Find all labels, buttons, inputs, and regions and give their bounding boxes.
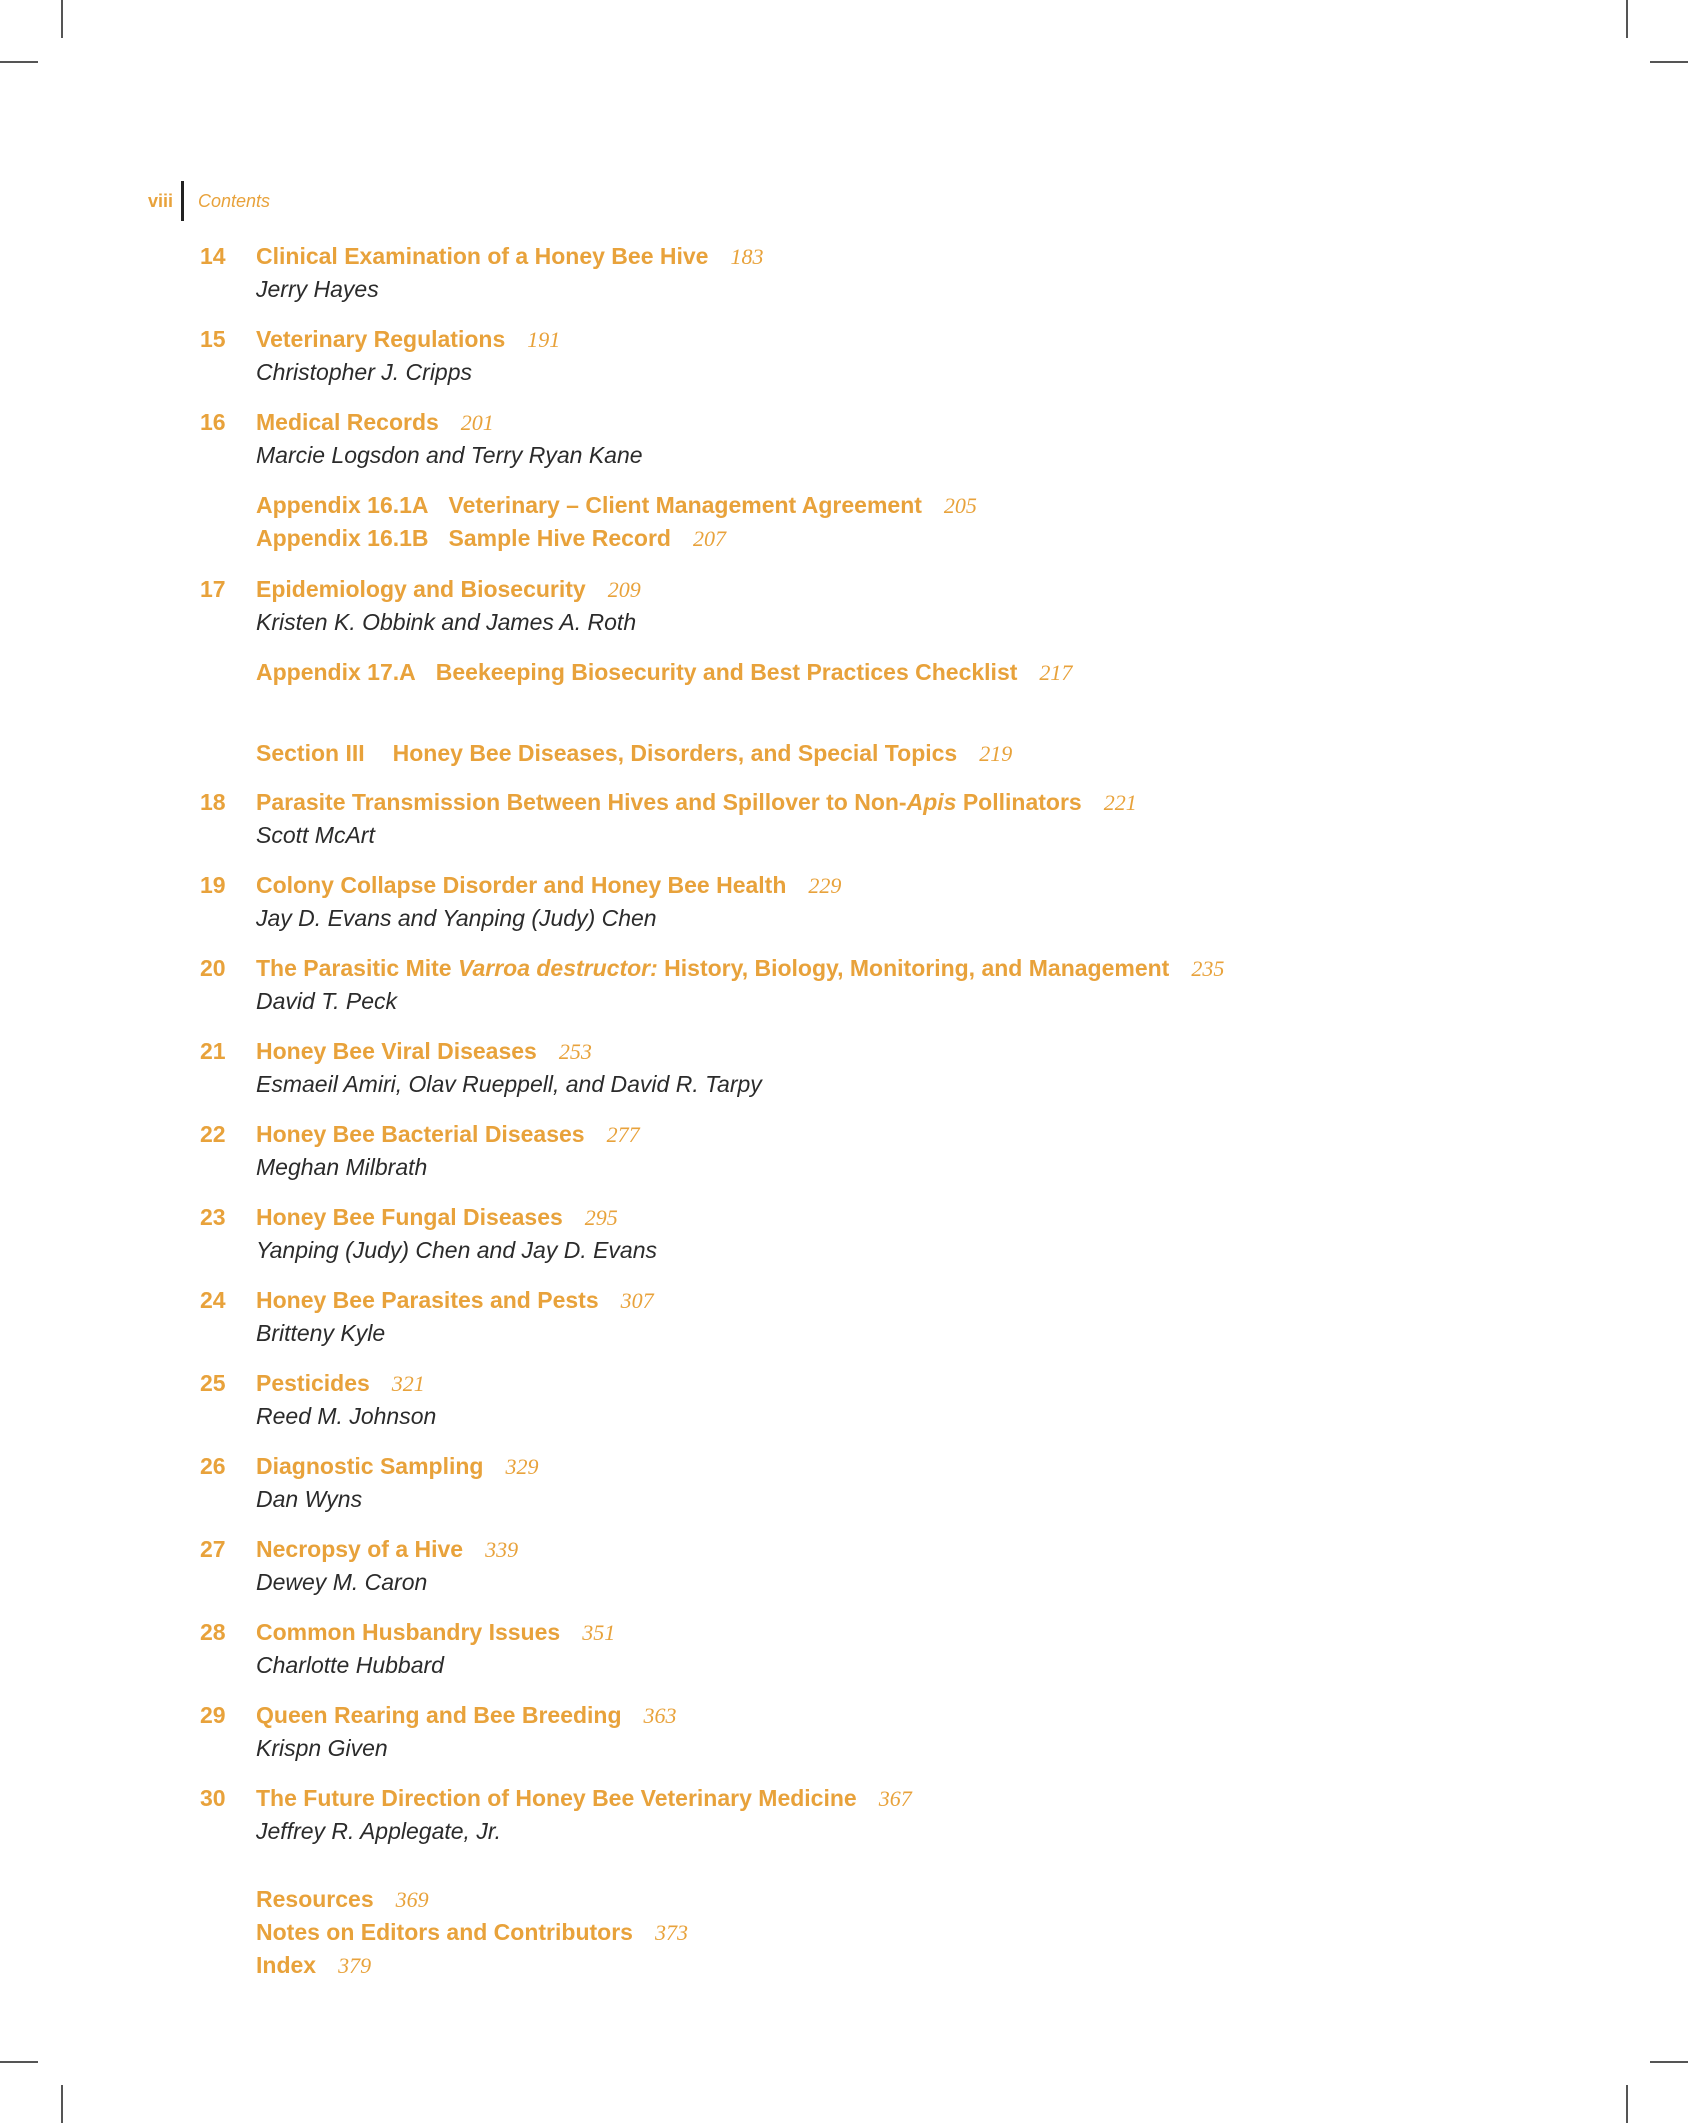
header-divider: [181, 181, 184, 221]
chapter-author: Dan Wyns: [256, 1486, 363, 1512]
toc-chapter-25[interactable]: [200, 1367, 1500, 1432]
chapter-title[interactable]: Honey Bee Fungal Diseases: [256, 1204, 563, 1230]
crop-mark-top-left: [61, 0, 63, 38]
toc-appendix-16-1a[interactable]: [256, 489, 1500, 522]
chapter-author: Scott McArt: [256, 822, 375, 848]
toc-chapter-14[interactable]: [200, 240, 1500, 305]
page-number: 217: [1039, 660, 1073, 685]
page-number: 373: [654, 1920, 688, 1945]
page-number: 207: [692, 526, 726, 551]
crop-mark-top-right-h: [1650, 61, 1688, 63]
chapter-title-italic: Apis: [906, 789, 957, 815]
chapter-title-part: History, Biology, Monitoring, and Management: [657, 955, 1170, 981]
chapter-author: Marcie Logsdon and Terry Ryan Kane: [256, 442, 643, 468]
chapter-title-italic: Varroa destructor:: [457, 955, 658, 981]
chapter-title-part: Pollinators: [956, 789, 1082, 815]
page-number: 329: [505, 1454, 539, 1479]
toc-resources[interactable]: [256, 1883, 1500, 1916]
page-number: 277: [606, 1122, 640, 1147]
toc-chapter-21[interactable]: [200, 1035, 1500, 1100]
chapter-title[interactable]: Medical Records: [256, 409, 439, 435]
appendix-label: Appendix 16.1B: [256, 525, 429, 551]
toc-chapter-30[interactable]: [200, 1782, 1500, 1847]
toc-chapter-24[interactable]: [200, 1284, 1500, 1349]
chapter-number: 24: [200, 1287, 226, 1313]
page-number: 191: [527, 327, 561, 352]
chapter-author: Reed M. Johnson: [256, 1403, 437, 1429]
page-number: 307: [620, 1288, 654, 1313]
chapter-author: Jay D. Evans and Yanping (Judy) Chen: [256, 905, 657, 931]
chapter-title[interactable]: Clinical Examination of a Honey Bee Hive: [256, 243, 709, 269]
backmatter-title[interactable]: Notes on Editors and Contributors: [256, 1919, 633, 1945]
appendix-title[interactable]: Veterinary – Client Management Agreement: [448, 492, 922, 518]
page-number: 209: [607, 577, 641, 602]
toc-index[interactable]: [256, 1949, 1500, 1982]
page-number: 295: [584, 1205, 618, 1230]
running-header: [148, 184, 270, 218]
chapter-number: 14: [200, 243, 226, 269]
chapter-title[interactable]: Necropsy of a Hive: [256, 1536, 464, 1562]
chapter-number: 16: [200, 409, 226, 435]
chapter-author: Meghan Milbrath: [256, 1154, 428, 1180]
page-number: 205: [943, 493, 977, 518]
appendix-title[interactable]: Beekeeping Biosecurity and Best Practices Checklist: [435, 659, 1018, 685]
chapter-author: Esmaeil Amiri, Olav Rueppell, and David R. Tarpy: [256, 1071, 762, 1097]
chapter-number: 18: [200, 789, 226, 815]
appendix-label: Appendix 17.A: [256, 659, 416, 685]
chapter-number: 21: [200, 1038, 226, 1064]
chapter-number: 27: [200, 1536, 226, 1562]
backmatter-title[interactable]: Resources: [256, 1886, 374, 1912]
appendix-label: Appendix 16.1A: [256, 492, 429, 518]
chapter-title[interactable]: Colony Collapse Disorder and Honey Bee Health: [256, 872, 787, 898]
page-number: 369: [395, 1887, 429, 1912]
page-number: 235: [1191, 956, 1225, 981]
backmatter-title[interactable]: Index: [256, 1952, 317, 1978]
running-title: Contents: [198, 190, 271, 211]
chapter-title[interactable]: The Future Direction of Honey Bee Veterinary Medicine: [256, 1785, 857, 1811]
chapter-number: 26: [200, 1453, 226, 1479]
chapter-author: Jerry Hayes: [256, 276, 379, 302]
toc-chapter-17[interactable]: [200, 573, 1500, 638]
toc-backmatter: [256, 1883, 1500, 1982]
chapter-author: Britteny Kyle: [256, 1320, 386, 1346]
toc-chapter-22[interactable]: [200, 1118, 1500, 1183]
chapter-author: Krispn Given: [256, 1735, 388, 1761]
toc-chapter-19[interactable]: [200, 869, 1500, 934]
chapter-number: 17: [200, 576, 226, 602]
chapter-title[interactable]: [256, 955, 1169, 981]
toc-notes-on-contributors[interactable]: [256, 1916, 1500, 1949]
page-number: 253: [558, 1039, 592, 1064]
crop-mark-bottom-right: [1626, 2085, 1628, 2123]
chapter-title-part: Parasite Transmission Between Hives and Spillover to Non-: [256, 789, 907, 815]
crop-mark-bottom-left: [61, 2085, 63, 2123]
chapter-number: 19: [200, 872, 226, 898]
crop-mark-bottom-left-h: [0, 2061, 38, 2063]
toc-chapter-26[interactable]: [200, 1450, 1500, 1515]
chapter-title[interactable]: Common Husbandry Issues: [256, 1619, 561, 1645]
chapter-title[interactable]: Honey Bee Viral Diseases: [256, 1038, 537, 1064]
crop-mark-top-left-h: [0, 61, 38, 63]
chapter-author: Kristen K. Obbink and James A. Roth: [256, 609, 637, 635]
chapter-author: Christopher J. Cripps: [256, 359, 473, 385]
page-number: 201: [460, 410, 494, 435]
page-number: 367: [878, 1786, 912, 1811]
toc-chapter-15[interactable]: [200, 323, 1500, 388]
page-number: 221: [1103, 790, 1137, 815]
chapter-author: David T. Peck: [256, 988, 398, 1014]
toc-chapter-23[interactable]: [200, 1201, 1500, 1266]
page-number: 351: [582, 1620, 616, 1645]
crop-mark-top-right: [1626, 0, 1628, 38]
page-folio: viii: [148, 190, 174, 211]
page-number: 363: [643, 1703, 677, 1728]
chapter-title[interactable]: Veterinary Regulations: [256, 326, 506, 352]
appendix-title[interactable]: Sample Hive Record: [448, 525, 671, 551]
toc-section-3[interactable]: [256, 737, 1500, 770]
chapter-title[interactable]: Honey Bee Bacterial Diseases: [256, 1121, 585, 1147]
chapter-title[interactable]: Pesticides: [256, 1370, 370, 1396]
chapter-title-part: The Parasitic Mite: [256, 955, 458, 981]
chapter-author: Jeffrey R. Applegate, Jr.: [256, 1818, 502, 1844]
page-number: 379: [338, 1953, 372, 1978]
chapter-title[interactable]: Diagnostic Sampling: [256, 1453, 484, 1479]
toc-chapter-29[interactable]: [200, 1699, 1500, 1764]
chapter-number: 15: [200, 326, 226, 352]
toc-appendix-17-a[interactable]: [256, 656, 1500, 689]
chapter-title[interactable]: Epidemiology and Biosecurity: [256, 576, 586, 602]
chapter-number: 25: [200, 1370, 226, 1396]
appendix-group-17: [256, 656, 1500, 689]
page-number: 183: [730, 244, 764, 269]
table-of-contents: [200, 240, 1500, 1982]
section-label: Section III: [256, 740, 365, 766]
section-title[interactable]: Honey Bee Diseases, Disorders, and Special Topics: [392, 740, 958, 766]
chapter-author: Charlotte Hubbard: [256, 1652, 444, 1678]
chapter-number: 22: [200, 1121, 226, 1147]
page-number: 339: [485, 1537, 519, 1562]
toc-chapter-20[interactable]: [200, 952, 1500, 1017]
chapter-title[interactable]: Honey Bee Parasites and Pests: [256, 1287, 599, 1313]
page-number: 321: [391, 1371, 425, 1396]
crop-mark-bottom-right-h: [1650, 2061, 1688, 2063]
toc-appendix-16-1b[interactable]: [256, 522, 1500, 555]
chapter-title[interactable]: Queen Rearing and Bee Breeding: [256, 1702, 622, 1728]
page-number: 219: [979, 741, 1013, 766]
chapter-number: 20: [200, 955, 226, 981]
chapter-author: Dewey M. Caron: [256, 1569, 428, 1595]
page-number: 229: [808, 873, 842, 898]
toc-chapter-27[interactable]: [200, 1533, 1500, 1598]
toc-chapter-16[interactable]: [200, 406, 1500, 471]
chapter-number: 23: [200, 1204, 226, 1230]
chapter-title[interactable]: [256, 789, 1082, 815]
toc-chapter-28[interactable]: [200, 1616, 1500, 1681]
chapter-number: 30: [200, 1785, 226, 1811]
chapter-number: 28: [200, 1619, 226, 1645]
chapter-number: 29: [200, 1702, 226, 1728]
toc-chapter-18[interactable]: [200, 786, 1500, 851]
chapter-author: Yanping (Judy) Chen and Jay D. Evans: [256, 1237, 658, 1263]
appendix-group-16: [256, 489, 1500, 555]
